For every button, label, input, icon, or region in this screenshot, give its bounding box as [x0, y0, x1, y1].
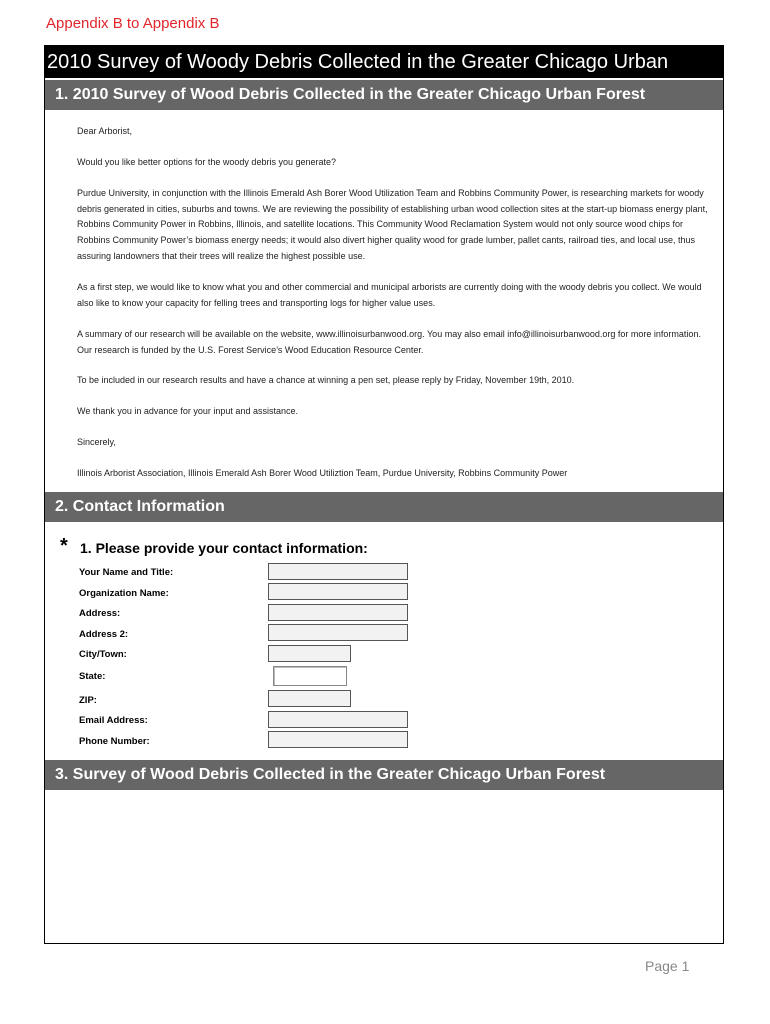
letter-question: Would you like better options for the woody debris you generate?: [77, 157, 336, 167]
required-marker: *: [60, 535, 68, 557]
page-number: Page 1: [645, 958, 690, 974]
letter-greeting: Dear Arborist,: [77, 126, 133, 136]
letter-thanks: We thank you in advance for your input and assistance.: [77, 406, 298, 416]
letter-paragraph-4: To be included in our research results and have a chance at winning a pen set, please reply by Friday, November 19th, 2010.: [77, 375, 575, 385]
organization-label: Organization Name:: [79, 588, 169, 599]
name-title-label: Your Name and Title:: [79, 567, 174, 578]
address-input[interactable]: [268, 604, 408, 621]
organization-input[interactable]: [268, 583, 408, 600]
letter-closing: Sincerely,: [77, 437, 116, 447]
appendix-label: Appendix B to Appendix B: [46, 15, 220, 32]
letter-paragraph-3: A summary of our research will be available on the website, www.illinoisurbanwood.org. You may also email info@illinoisurbanwood.org for more information. Our research is funded by the U.S. Forest Service’s Wood Education Resource Center.: [77, 329, 701, 355]
state-label: State:: [79, 671, 106, 682]
zip-label: ZIP:: [79, 695, 97, 706]
address-2-label: Address 2:: [79, 629, 129, 640]
city-town-input[interactable]: [268, 645, 351, 662]
survey-frame: [44, 45, 724, 944]
letter-signature: Illinois Arborist Association, Illinois Emerald Ash Borer Wood Utiliztion Team, Purdue University, Robbins Community Power: [77, 468, 568, 478]
letter-paragraph-2: As a first step, we would like to know what you and other commercial and municipal arborists are currently doing with the woody debris you collect. We would also like to know your capacity for felling trees and transporting logs for higher value uses.: [77, 282, 702, 308]
phone-input[interactable]: [268, 731, 408, 748]
email-input[interactable]: [268, 711, 408, 728]
address-label: Address:: [79, 608, 121, 619]
letter-paragraph-1: Purdue University, in conjunction with the Illinois Emerald Ash Borer Wood Utilization Team and Robbins Community Power, is researching markets for woody debris generated in cities, suburbs and towns. We are reviewing the possibility of establishing urban wood collection sites at the start-up biomass energy plant, Robbins Community Power in Robbins, Illinois, and satellite locations. This Community Wood Reclamation System would not only source wood chips for Robbins Community Power’s biomass energy needs; it would also divert higher quality wood for grade lumber, pallet cants, railroad ties, and local use, thus assuring landowners that their trees will realize the highest possible use.: [77, 188, 708, 261]
section-2-header: 2. Contact Information: [45, 492, 723, 522]
zip-input[interactable]: [268, 690, 351, 707]
contact-question: 1. Please provide your contact information:: [80, 540, 368, 556]
email-label: Email Address:: [79, 715, 148, 726]
section-3-header: 3. Survey of Wood Debris Collected in the Greater Chicago Urban Forest: [45, 760, 723, 790]
address-2-input[interactable]: [268, 624, 408, 641]
name-title-input[interactable]: [268, 563, 408, 580]
survey-title: 2010 Survey of Woody Debris Collected in the Greater Chicago Urban: [45, 46, 723, 78]
city-town-label: City/Town:: [79, 649, 127, 660]
phone-label: Phone Number:: [79, 736, 150, 747]
section-1-header: 1. 2010 Survey of Wood Debris Collected in the Greater Chicago Urban Forest: [45, 80, 723, 110]
state-select[interactable]: [273, 666, 347, 686]
